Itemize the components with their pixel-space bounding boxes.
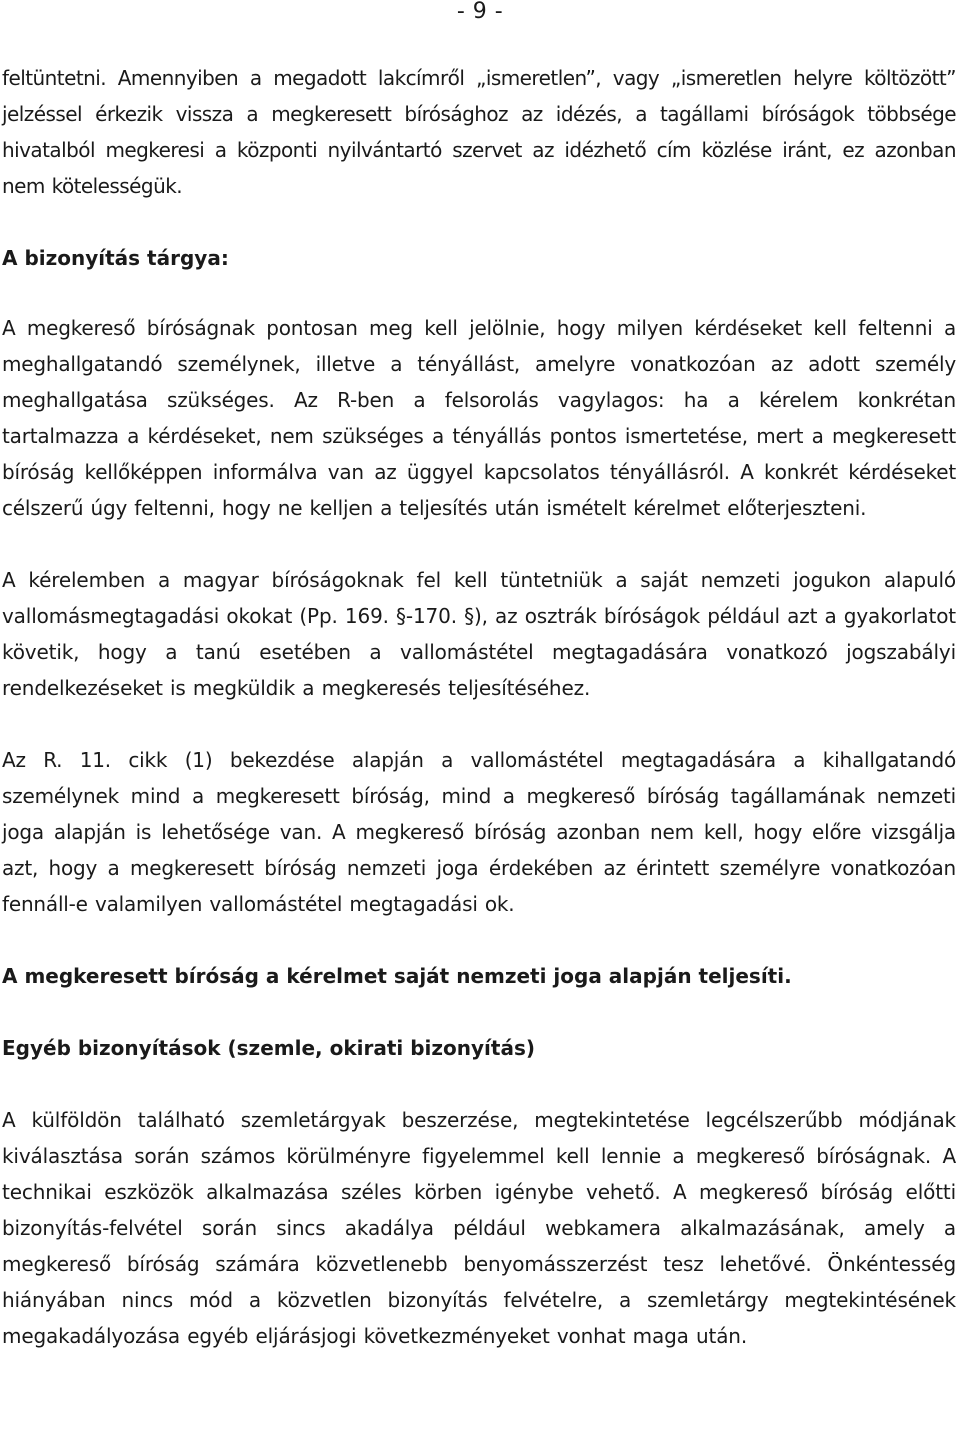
paragraph-vallomasmegtagadas: A kérelemben a magyar bíróságoknak fel kell tüntetniük a saját nemzeti jogukon alapuló vallomásmegtagadási okokat (Pp. 169. §-170. §), az osztrák bíróságok például azt a gyakorlatot követik, hogy a tanú esetében a vallomástétel megtagadására vonatkozó jogszabályi rendelkezéseket is megküldik a megkeresés teljesítéséhez. <box>2 568 956 700</box>
paragraph-lakcim: feltüntetni. Amennyiben a megadott lakcímről „ismeretlen”, vagy „ismeretlen helyre költözött” jelzéssel érkezik vissza a megkeresett bírósághoz az idézés, a tagállami bíróságok többsége hivatalból megkeresi a központi nyilvántartó szervet az idézhető cím közlése iránt, ez azonban nem kötelességük. <box>2 66 956 198</box>
heading-egyeb-bizonyitasok: Egyéb bizonyítások (szemle, okirati bizonyítás) <box>2 1036 535 1060</box>
document-body <box>2 60 956 1354</box>
page-number: - 9 - <box>456 0 504 24</box>
heading-bizonyitas-targya: A bizonyítás tárgya: <box>2 246 229 270</box>
heading-nemzeti-jog: A megkeresett bíróság a kérelmet saját nemzeti joga alapján teljesíti. <box>2 964 792 988</box>
paragraph-szemle: A külföldön található szemletárgyak beszerzése, megtekintetése legcélszerűbb módjának kiválasztása során számos körülményre figyelemmel kell lennie a megkereső bíróságnak. A technikai eszközök alkalmazása széles körben igénybe vehető. A megkereső bíróság előtti bizonyítás-felvétel során sincs akadálya például webkamera alkalmazásának, amely a megkereső bíróság számára közvetlenebb benyomásszerzést tesz lehetővé. Önkéntesség hiányában nincs mód a közvetlen bizonyítás felvételre, a szemletárgy megtekintésének megakadályozása egyéb eljárásjogi következményeket vonhat maga után. <box>2 1108 956 1348</box>
paragraph-megkereso-birosag: A megkereső bíróságnak pontosan meg kell jelölnie, hogy milyen kérdéseket kell feltenni a meghallgatandó személynek, illetve a tényállást, amelyre vonatkozóan az adott személy meghallgatása szükséges. Az R-ben a felsorolás vagylagos: ha a kérelem konkrétan tartalmazza a kérdéseket, nem szükséges a tényállás pontos ismertetése, mert a megkeresett bíróság kellőképpen informálva van az üggyel kapcsolatos tényállásról. A konkrét kérdéseket célszerű úgy feltenni, hogy ne kelljen a teljesítés után ismételt kérelmet előterjeszteni. <box>2 316 956 520</box>
paragraph-r-11-cikk: Az R. 11. cikk (1) bekezdése alapján a vallomástétel megtagadására a kihallgatandó személynek mind a megkeresett bíróság, mind a megkereső bíróság tagállamának nemzeti joga alapján is lehetősége van. A megkereső bíróság azonban nem kell, hogy előre vizsgálja azt, hogy a megkeresett bíróság nemzeti joga érdekében az érintett személyre vonatkozóan fennáll-e valamilyen vallomástétel megtagadási ok. <box>2 748 956 916</box>
